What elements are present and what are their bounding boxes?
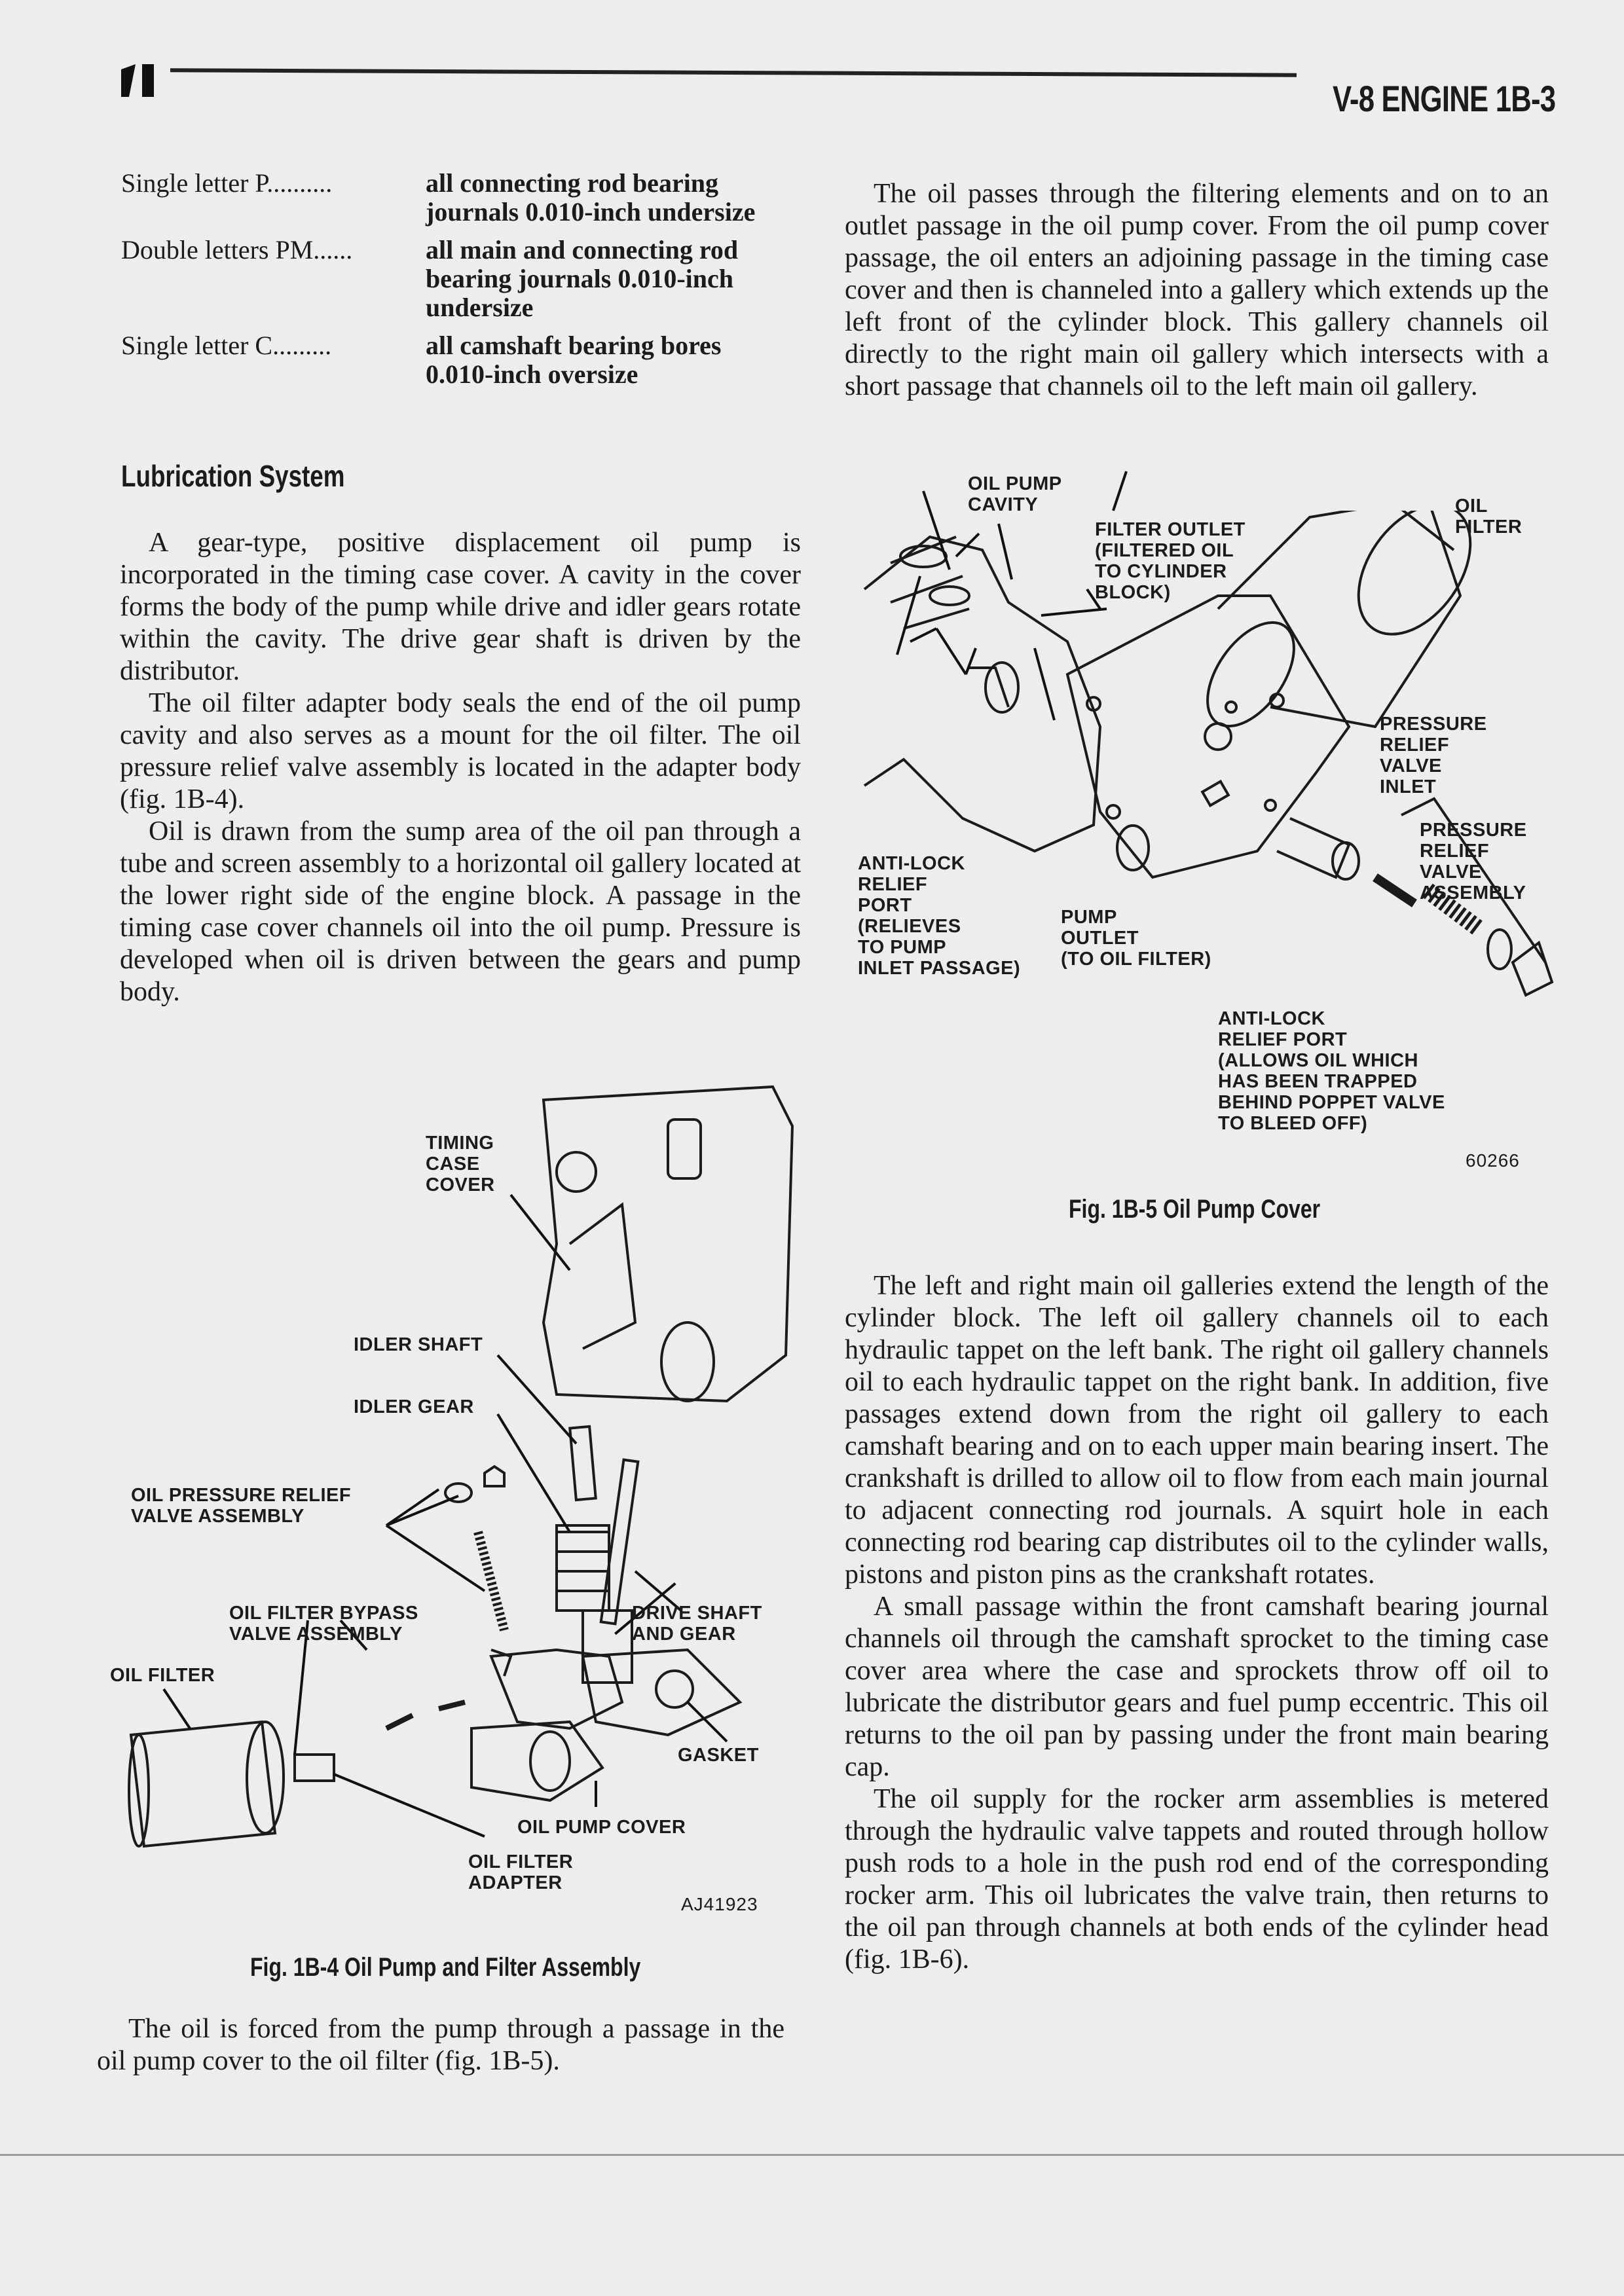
label-idler-gear: IDLER GEAR [354, 1396, 474, 1417]
label-idler-shaft: IDLER SHAFT [354, 1334, 483, 1355]
definition-term: Single letter C......... [121, 331, 332, 360]
paragraph: A small passage within the front camshaft bearing journal channels oil through the camshaft sprocket to the timing case cover area where the case and sprockets throw off oil to lubricate the distributor gears and fuel pump eccentric. This oil returns to the oil pan by passing under the front main bearing cap. [845, 1592, 1549, 1782]
label-antilock-port-poppet: ANTI-LOCK RELIEF PORT (ALLOWS OIL WHICH HAS BEEN TRAPPED BEHIND POPPET VALVE TO BLEED OFF) [1218, 1008, 1445, 1134]
label-oil-pressure-relief-valve: OIL PRESSURE RELIEF VALVE ASSEMBLY [131, 1485, 352, 1527]
definition-term: Single letter P.......... [121, 169, 333, 198]
definition-desc: all main and connecting rod bearing journals 0.010-inch undersize [426, 235, 739, 322]
paragraph: The oil supply for the rocker arm assemblies is metered through the hydraulic valve tappets and routed through hollow push rods to a hole in the push rod end of the corresponding rocker arm. This oil lubricates the valve train, then returns to the oil pan through channels at both ends of the cylinder head (fig. 1B-6). [845, 1784, 1549, 1975]
figure-code: 60266 [1466, 1150, 1520, 1171]
label-oil-filter-bypass-valve: OIL FILTER BYPASS VALVE ASSEMBLY [229, 1603, 418, 1645]
bearing-code-definitions [121, 169, 815, 398]
page-header-title: V-8 ENGINE 1B-3 [1332, 78, 1555, 119]
label-oil-filter-adapter: OIL FILTER ADAPTER [468, 1851, 574, 1893]
label-relief-valve-inlet: PRESSURE RELIEF VALVE INLET [1380, 714, 1487, 797]
right-top-text [845, 178, 1549, 403]
paragraph: The left and right main oil galleries extend the length of the cylinder block. The left oil gallery channels oil to each hydraulic tappet on the left bank. The right oil gallery channels oil to each hydraulic tappet on the right bank. In addition, five passages extend down from the right oil gallery to each camshaft bearing and on to each upper main bearing insert. The crankshaft is drilled to allow oil to flow from each main journal to adjacent connecting rod journals. A squirt hole in each connecting rod bearing cap distributes oil to the cylinder walls, pistons and piston pins as the crankshaft rotates. [845, 1271, 1549, 1590]
label-relief-valve-assembly: PRESSURE RELIEF VALVE ASSEMBLY [1420, 820, 1527, 903]
definition-row [121, 236, 815, 322]
page-edge [0, 2154, 1624, 2156]
paragraph: A gear-type, positive displacement oil pump is incorporated in the timing case cover. A cavity in the cover forms the body of the pump while drive and idler gears rotate within the cavity. The drive gear shaft is driven by the distributor. [120, 528, 801, 686]
paragraph: The oil passes through the filtering elements and on to an outlet passage in the oil pump cover. From the oil pump cover passage, the oil enters an adjoining passage in the timing case cover and then is channeled into a gallery which extends up the left front of the cylinder block. This gallery channels oil directly to the right main oil gallery which intersects with a short passage that channels oil to the left main oil gallery. [845, 179, 1549, 401]
left-closing-text [97, 2013, 784, 2077]
left-body-text [120, 527, 801, 1008]
paragraph: The oil is forced from the pump through a passage in the oil pump cover to the oil filter (fig. 1B-5). [97, 2014, 784, 2076]
label-oil-filter: OIL FILTER [110, 1665, 215, 1686]
label-timing-case-cover: TIMING CASE COVER [426, 1133, 495, 1195]
label-filter-outlet: FILTER OUTLET (FILTERED OIL TO CYLINDER BLOCK) [1095, 519, 1246, 603]
label-drive-shaft-gear: DRIVE SHAFT AND GEAR [632, 1603, 762, 1645]
label-oil-filter: OIL FILTER [1455, 496, 1522, 538]
header-rule [170, 68, 1297, 77]
definition-row [121, 169, 815, 227]
section-heading: Lubrication System [121, 459, 345, 493]
definition-term: Double letters PM...... [121, 236, 353, 264]
definition-row [121, 331, 815, 389]
label-oil-pump-cavity: OIL PUMP CAVITY [968, 473, 1062, 515]
figure-code: AJ41923 [681, 1894, 758, 1914]
paragraph: Oil is drawn from the sump area of the oil pan through a tube and screen assembly to a horizontal oil gallery located at the lower right side of the engine block. A passage in the timing case cover channels oil into the oil pump. Pressure is developed when oil is driven between the gears and pump body. [120, 816, 801, 1007]
label-gasket: GASKET [678, 1745, 759, 1766]
right-body-text [845, 1270, 1549, 1976]
definition-desc: all camshaft bearing bores 0.010-inch oversize [426, 331, 722, 389]
figure-caption: Fig. 1B-5 Oil Pump Cover [1069, 1195, 1321, 1224]
label-oil-pump-cover: OIL PUMP COVER [517, 1817, 686, 1838]
label-antilock-port-inlet: ANTI-LOCK RELIEF PORT (RELIEVES TO PUMP INLET PASSAGE) [858, 853, 1021, 979]
label-pump-outlet: PUMP OUTLET (TO OIL FILTER) [1061, 907, 1211, 970]
paragraph: The oil filter adapter body seals the end of the oil pump cavity and also serves as a mount for the oil filter. The oil pressure relief valve assembly is located in the adapter body (fig. 1B-4). [120, 688, 801, 814]
definition-desc: all connecting rod bearing journals 0.010-inch undersize [426, 168, 756, 227]
jeep-logo-icon [121, 64, 160, 97]
figure-caption: Fig. 1B-4 Oil Pump and Filter Assembly [250, 1953, 641, 1982]
